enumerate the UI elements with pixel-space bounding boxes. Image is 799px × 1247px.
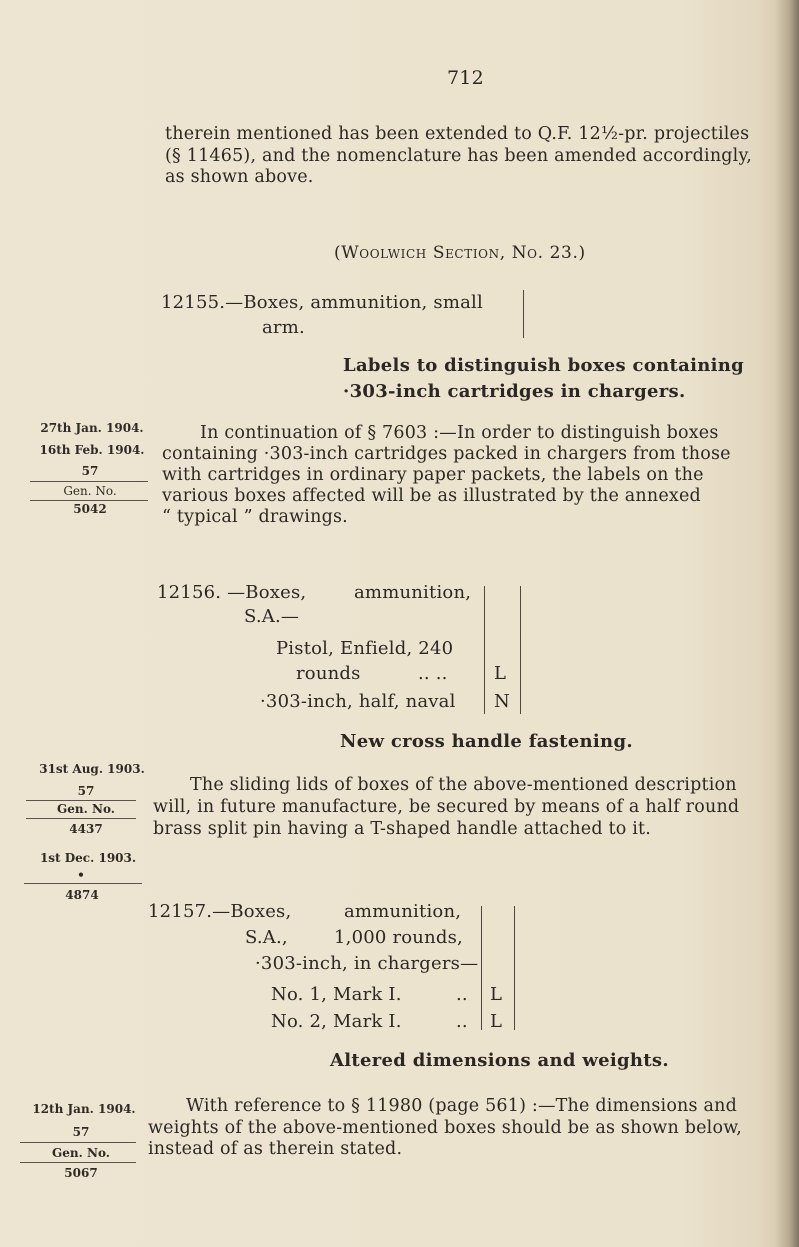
- item-12156-row-2a: S.A.—: [244, 606, 300, 627]
- item-12155-body-3: with cartridges in ordinary paper packets, the labels on the: [162, 465, 704, 485]
- margin-gen-number: 4437: [69, 822, 103, 836]
- margin-gen-no: Gen. No.: [57, 802, 115, 816]
- item-12156-body-3: brass split pin having a T-shaped handle attached to it.: [153, 819, 652, 839]
- item-12157-row-4-mark: L: [490, 984, 503, 1005]
- margin-gen-number: 5067: [64, 1166, 98, 1180]
- item-12157-row-4a: No. 1, Mark I.: [271, 984, 402, 1005]
- margin-date-2: 16th Feb. 1904.: [39, 443, 145, 457]
- margin-rule: [30, 481, 148, 482]
- margin-ref-no: 57: [81, 464, 99, 478]
- item-12156-subheading: New cross handle fastening.: [340, 731, 633, 752]
- item-12156-row-5-mark: N: [494, 691, 510, 712]
- margin-gen-number: 4874: [65, 888, 99, 902]
- item-12157-rule-right: [514, 906, 515, 1030]
- item-12157-row-1b: ammunition,: [344, 901, 462, 922]
- item-12157-row-2a: S.A.,: [245, 927, 288, 948]
- margin-ref-no: 57: [77, 784, 95, 798]
- margin-rule: [20, 1162, 136, 1163]
- margin-ref-dot: •: [77, 868, 85, 882]
- item-12157-row-2b: 1,000 rounds,: [334, 927, 463, 948]
- item-12157-body-1: With reference to § 11980 (page 561) :—The dimensions and: [186, 1096, 737, 1116]
- item-12155-body-2: containing ·303-inch cartridges packed in chargers from those: [162, 444, 731, 464]
- item-12156-row-3a: Pistol, Enfield, 240: [276, 638, 454, 659]
- margin-rule: [26, 818, 136, 819]
- item-12156-body-2: will, in future manufacture, be secured by means of a half round: [153, 797, 740, 817]
- item-12157-row-4b: ..: [456, 984, 468, 1005]
- margin-ref-no: 57: [72, 1125, 90, 1139]
- margin-date-3: 31st Aug. 1903.: [39, 762, 145, 776]
- item-12155-subheading-1: Labels to distinguish boxes containing: [343, 355, 745, 376]
- item-12156-row-4b: .. ..: [418, 663, 448, 684]
- item-12157-row-5b: ..: [456, 1011, 468, 1032]
- item-12157-row-3a: ·303-inch, in chargers—: [255, 953, 479, 974]
- item-12157-subheading: Altered dimensions and weights.: [330, 1050, 669, 1071]
- item-12155-body-4: various boxes affected will be as illustrated by the annexed: [162, 486, 701, 506]
- item-12155-rule: [523, 290, 524, 338]
- item-12155-body-1: In continuation of § 7603 :—In order to distinguish boxes: [200, 423, 719, 443]
- intro-line-3: as shown above.: [165, 167, 314, 187]
- margin-date-4: 1st Dec. 1903.: [39, 851, 137, 865]
- margin-date-5: 12th Jan. 1904.: [32, 1102, 136, 1116]
- intro-line-2: (§ 11465), and the nomenclature has been amended accordingly,: [165, 146, 753, 166]
- item-12157-body-2: weights of the above-mentioned boxes should be as shown below,: [148, 1118, 743, 1138]
- item-12157-body-3: instead of as therein stated.: [148, 1139, 403, 1159]
- margin-date-1: 27th Jan. 1904.: [40, 421, 144, 435]
- item-12157-row-1a: 12157.—Boxes,: [148, 901, 292, 922]
- margin-rule: [26, 800, 136, 801]
- intro-line-1: therein mentioned has been extended to Q.F. 12½-pr. projectiles: [165, 124, 750, 144]
- item-12156-row-1a: 12156. —Boxes,: [157, 582, 307, 603]
- item-12155-title-1: 12155.—Boxes, ammunition, small: [161, 292, 483, 313]
- margin-rule: [24, 883, 142, 884]
- page-number: 712: [447, 67, 484, 89]
- item-12156-body-1: The sliding lids of boxes of the above-mentioned description: [190, 775, 737, 795]
- item-12156-row-4-mark: L: [494, 663, 507, 684]
- item-12155-body-5: “ typical ” drawings.: [162, 507, 348, 527]
- item-12157-row-5a: No. 2, Mark I.: [271, 1011, 402, 1032]
- item-12156-row-5a: ·303-inch, half, naval: [260, 691, 456, 712]
- item-12157-rule-left: [481, 906, 482, 1030]
- margin-gen-no: Gen. No.: [63, 484, 117, 498]
- margin-gen-number: 5042: [73, 502, 107, 516]
- section-heading: (Woolwich Section, No. 23.): [334, 243, 586, 263]
- item-12156-rule-left: [484, 586, 485, 714]
- item-12155-subheading-2: ·303-inch cartridges in chargers.: [343, 381, 686, 402]
- margin-gen-no: Gen. No.: [52, 1146, 110, 1160]
- item-12156-row-1b: ammunition,: [354, 582, 472, 603]
- page-edge-shadow: [775, 0, 799, 1247]
- margin-rule: [30, 500, 148, 501]
- margin-rule: [20, 1142, 136, 1143]
- item-12156-rule-right: [520, 586, 521, 714]
- item-12155-title-2: arm.: [262, 317, 305, 338]
- item-12156-row-4a: rounds: [296, 663, 361, 684]
- item-12157-row-5-mark: L: [490, 1011, 503, 1032]
